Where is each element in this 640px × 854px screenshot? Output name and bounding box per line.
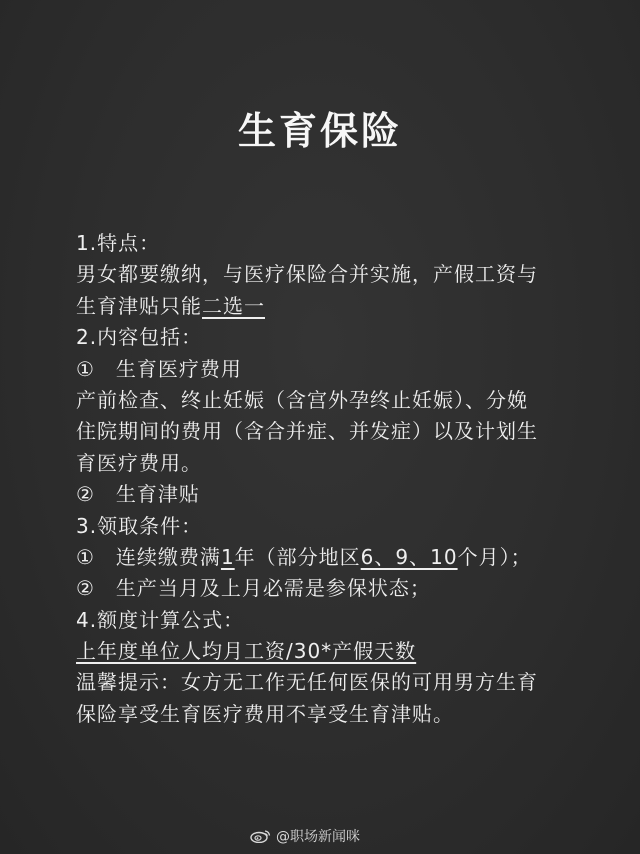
section-4-heading: 4.额度计算公式： <box>76 607 245 632</box>
list-item: ② 生育津贴 <box>76 482 200 507</box>
watermark <box>250 826 360 846</box>
content-body <box>76 228 576 730</box>
list-item: ② 生产当月及上月必需是参保状态； <box>76 576 431 601</box>
list-item <box>76 542 576 573</box>
page-title: 生育保险 <box>237 109 402 153</box>
text-line: 温馨提示：女方无工作无任何医保的可用男方生育 <box>76 670 538 695</box>
text-line: 育医疗费用。 <box>76 450 202 475</box>
text-line: 产前检查、终止妊娠（含宫外孕终止妊娠）、分娩 <box>76 387 528 412</box>
text-line: 男女都要缴纳，与医疗保险合并实施，产假工资与 <box>76 262 538 287</box>
watermark-text: @职场新闻咪 <box>276 829 360 845</box>
underlined-text: 1 <box>220 544 235 569</box>
section-1-heading: 1.特点： <box>76 231 161 255</box>
section-2-heading: 2.内容包括： <box>76 325 203 350</box>
text-line: 住院期间的费用（含合并症、并发症）以及计划生 <box>76 419 538 444</box>
text-line: 保险享受生育医疗费用不享受生育津贴。 <box>76 701 454 726</box>
underlined-text: 6、9、10 <box>360 544 458 569</box>
text-span: 年（部分地区 <box>234 544 361 569</box>
list-item: ① 生育医疗费用 <box>76 356 242 381</box>
underlined-text: 二选一 <box>202 293 265 318</box>
text-line <box>76 291 576 322</box>
weibo-icon <box>250 829 272 843</box>
text-span: 生育津贴只能 <box>76 293 202 318</box>
section-3-heading: 3.领取条件： <box>76 513 203 538</box>
formula-text: 上年度单位人均月工资/30*产假天数 <box>76 639 417 664</box>
text-span: 个月）； <box>457 544 532 569</box>
text-span: ① 连续缴费满 <box>76 544 221 569</box>
